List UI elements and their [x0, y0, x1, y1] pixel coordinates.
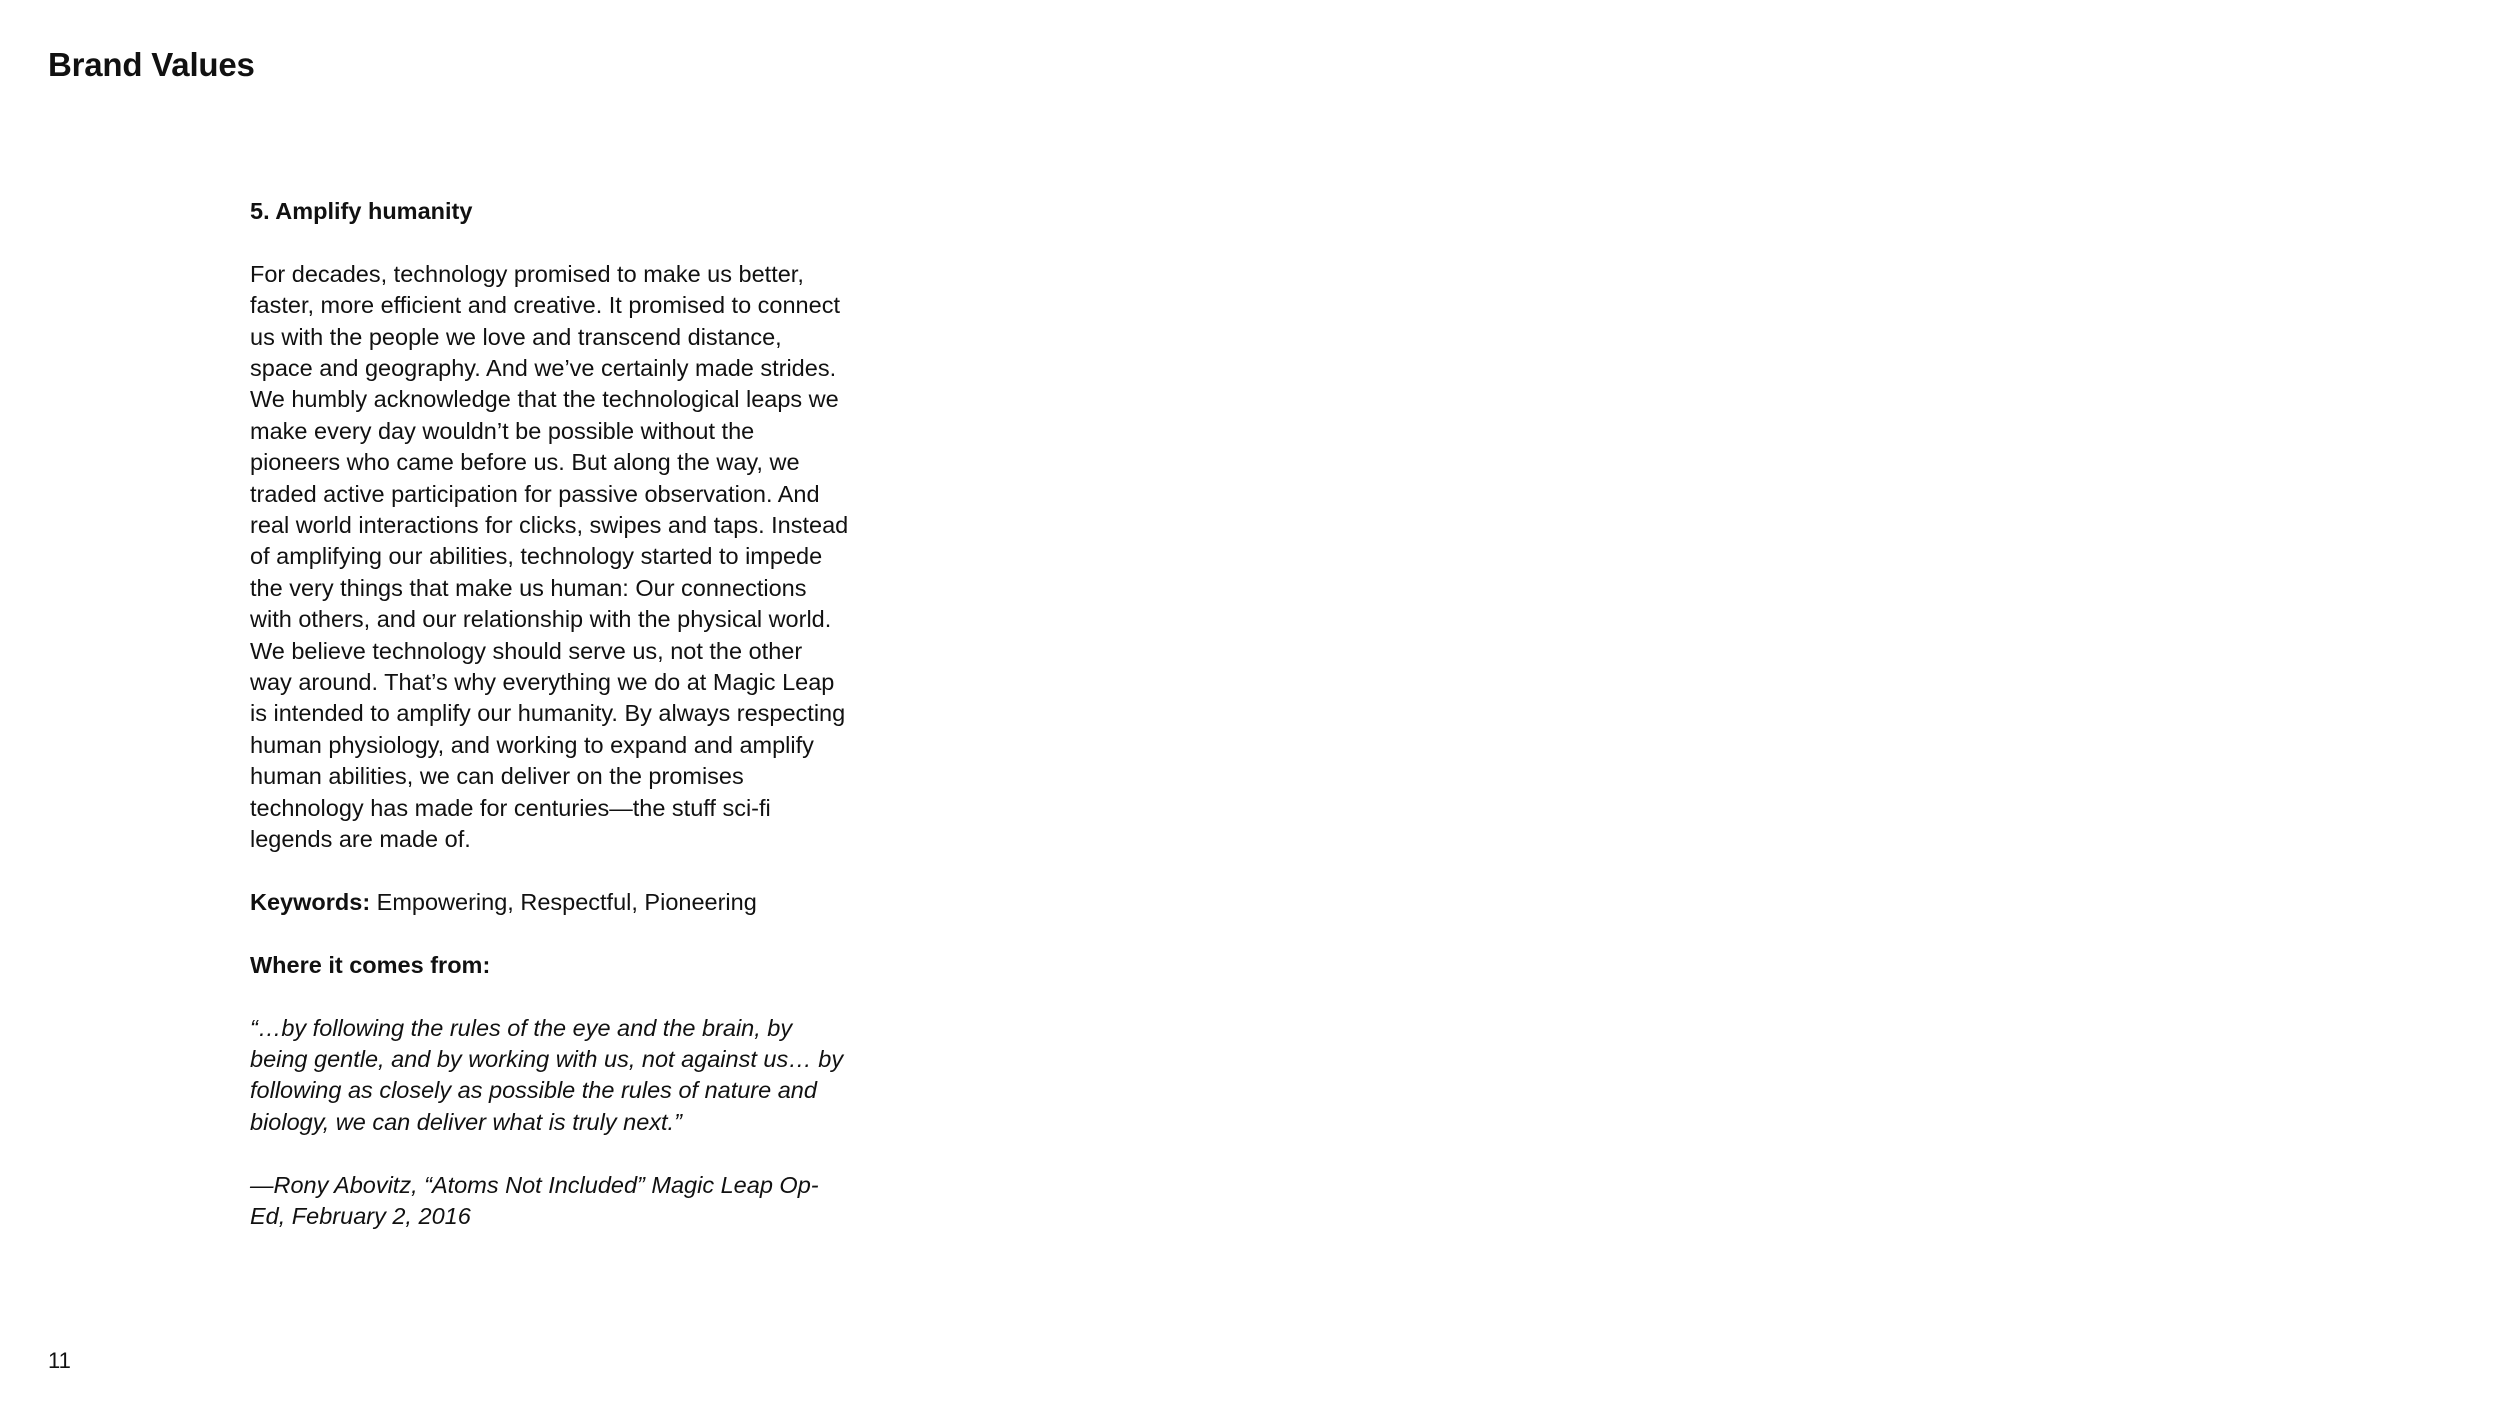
brand-value-section — [250, 196, 850, 1264]
keywords-line — [250, 887, 850, 918]
page-number: 11 — [48, 1348, 71, 1373]
quote: “…by following the rules of the eye and the brain, by being gentle, and by working with us, not against us… by following as closely as possible the rules of nature and biology, we can deliver what is truly next.” — [250, 1014, 844, 1135]
keywords-values: Empowering, Respectful, Pioneering — [376, 888, 757, 915]
quote-attribution: —Rony Abovitz, “Atoms Not Included” Magic Leap Op-Ed, February 2, 2016 — [250, 1171, 819, 1229]
section-title: 5. Amplify humanity — [250, 198, 473, 224]
keywords-label: Keywords: — [250, 888, 371, 915]
section-body: For decades, technology promised to make us better, faster, more efficient and creative. It promised to connect us with the people we love and transcend distance, space and geography. And we’ve certainly made strides. We humbly acknowledge that the technological leaps we make every day wouldn’t be possible without the pioneers who came before us. But along the way, we traded active participation for passive observation. And real world interactions for clicks, swipes and taps. Instead of amplifying our abilities, technology started to impede the very things that make us human: Our connections with others, and our relationship with the physical world. We believe technology should serve us, not the other way around. That’s why everything we do at Magic Leap is intended to amplify our humanity. By always respecting human physiology, and working to expand and amplify human abilities, we can deliver on the promises technology has made for centuries—the stuff sci-fi legends are made of. — [250, 260, 849, 853]
source-heading: Where it comes from: — [250, 951, 491, 978]
page-title: Brand Values — [48, 46, 255, 83]
